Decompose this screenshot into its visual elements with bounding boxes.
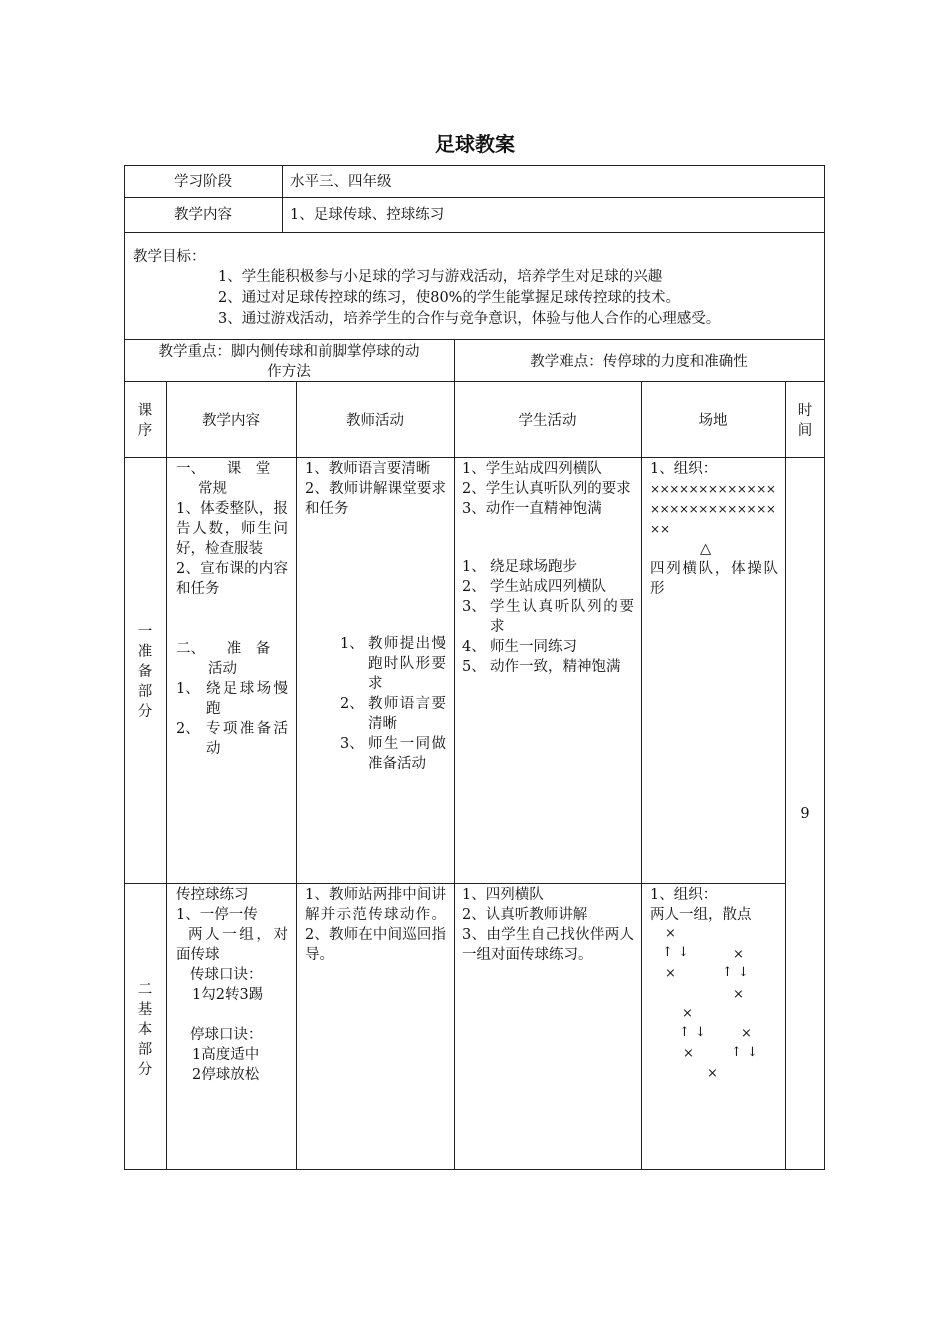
player-mark: × [733,987,744,1002]
header-time: 时 间 [797,403,813,439]
section2-teacher: 1、教师站两排中间讲解并示范传球动作。2、教师在中间巡回指导。 [305,887,446,963]
objectives-label: 教学目标： [133,249,206,265]
section1-teacher-list: 1、 教师提出慢跑时队形要求 2、 教师语言要清晰 3、 师生一同做准备活动 [340,636,446,772]
section2-student: 1、四列横队 2、认真听教师讲解 3、由学生自己找伙伴两人一组对面传球练习。 [462,887,634,963]
header-teacher: 教师活动 [346,413,404,429]
objective-item: 3、通过游戏活动，培养学生的合作与竞争意识，体验与他人合作的心理感受。 [218,311,721,327]
page-title: 足球教案 [435,132,515,156]
content-label: 教学内容 [174,207,232,223]
stage-label: 学习阶段 [174,174,232,190]
section1-teacher: 1、教师语言要清晰 2、教师讲解课堂要求和任务 [305,461,446,517]
pass-arrow-down: ↓ [695,1025,706,1040]
teaching-difficulty: 教学难点：传停球的力度和准确性 [530,354,748,370]
section2-label: 二 基 本 部 分 [137,982,153,1078]
player-mark: × [665,966,676,981]
stage-value: 水平三、四年级 [290,174,392,190]
header-content: 教学内容 [202,413,260,429]
teaching-focus: 教学重点：脚内侧传球和前脚掌停球的动 作方法 [158,344,420,380]
player-mark: × [665,926,676,941]
section-time: 9 [800,806,810,822]
player-mark: × [707,1066,718,1081]
player-mark: × [733,947,744,962]
header-student: 学生活动 [518,413,577,429]
header-order: 课 序 [137,403,153,439]
section1-content: 一、 课 堂 常规 1、体委整队，报告人数，师生问好，检查服装 2、宣布课的内容和任务 二、 准 备 活动 1、 绕足球场慢跑 2、 专项准备活动 [176,461,288,757]
teacher-position-mark: △ [700,541,712,557]
pass-arrow-up: ↑ [679,1025,690,1040]
pass-arrow-up: ↑ [662,945,673,960]
pass-arrow-down: ↓ [747,1045,758,1060]
player-mark: × [683,1046,694,1061]
pass-arrow-up: ↑ [731,1045,742,1060]
section1-student: 1、学生站成四列横队 2、学生认真听队列的要求 3、动作一直精神饱满 1、 绕足球场跑步 2、 学生站成四列横队 3、 学生认真听队列的要求 4、 师生一同练习 5、 动作一致，精神饱满 [462,461,634,675]
section1-label: 一 准 备 部 分 [137,624,153,720]
objective-item: 2、通过对足球传控球的练习，使80%的学生能掌握足球传控球的技术。 [218,290,680,306]
section2-venue: 1、组织： 两人一组，散点 [650,887,752,923]
pass-arrow-down: ↓ [738,965,749,980]
content-value: 1、足球传球、控球练习 [290,207,445,223]
objective-item: 1、学生能积极参与小足球的学习与游戏活动，培养学生对足球的兴趣 [218,269,663,285]
header-venue: 场地 [698,413,728,429]
player-mark: × [682,1006,693,1021]
section2-content: 传控球练习 1、一停一传 两人一组，对面传球 传球口诀： 1勾2转3踢 停球口诀： 1高度适中 2停球放松 [176,887,288,1083]
player-mark: × [741,1026,752,1041]
pass-arrow-up: ↑ [722,965,733,980]
pass-arrow-down: ↓ [678,945,689,960]
section1-venue: 1、组织： ××××××××××××× ××××××××××××× ×× △ 四列横队，体操队形 [650,461,778,597]
